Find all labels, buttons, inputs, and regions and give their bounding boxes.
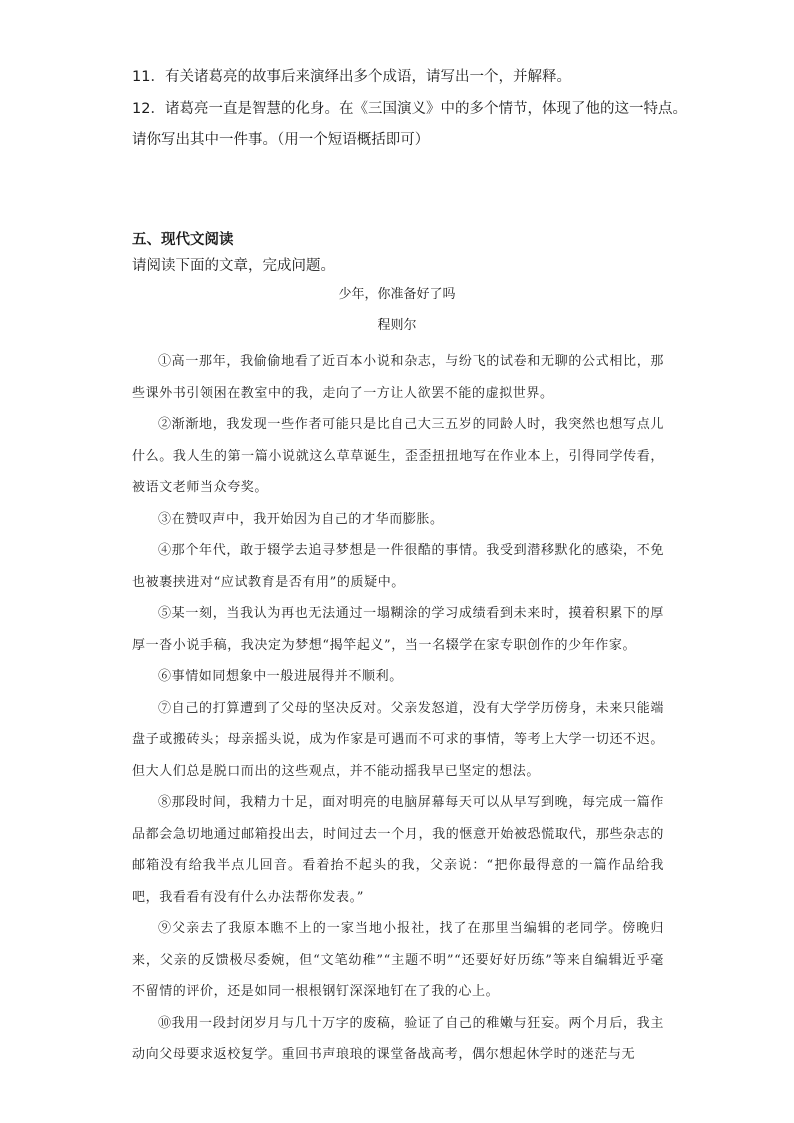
paragraph-9: ⑨父亲去了我原本瞧不上的一家当地小报社，找了在那里当编辑的老同学。傍晚归来，父亲的反馈极尽委婉，但“文笔幼稚”“主题不明”“还要好好历练”等来自编辑近乎毫不留情的评价，还是如同一根根钢钉深深地钉在了我的心上。 xyxy=(132,921,664,999)
paragraph-1: ①高一那年，我偷偷地看了近百本小说和杂志，与纷飞的试卷和无聊的公式相比，那些课外书引领困在教室中的我，走向了一方让人欲罢不能的虚拟世界。 xyxy=(132,354,664,401)
article-title: 少年，你准备好了吗 xyxy=(338,287,456,302)
paragraph-5: ⑤某一刻，当我认为再也无法通过一塌糊涂的学习成绩看到未来时，摸着积累下的厚厚一沓小说手稿，我决定为梦想“揭竿起义”，当一名辍学在家专职创作的少年作家。 xyxy=(132,606,664,653)
section-title: 五、现代文阅读 xyxy=(132,232,234,248)
question-11: 11．有关诸葛亮的故事后来演绎出多个成语，请写出一个，并解释。 xyxy=(132,69,571,85)
paragraph-7: ⑦自己的打算遭到了父母的坚决反对。父亲发怒道，没有大学学历傍身，未来只能端盘子或搬砖头；母亲摇头说，成为作家是可遇而不可求的事情，等考上大学一切还不迟。但大人们总是脱口而出的这些观点，并不能动摇我早已坚定的想法。 xyxy=(132,700,664,779)
question-12-continued: 请你写出其中一件事。（用一个短语概括即可） xyxy=(132,132,430,148)
article-body xyxy=(132,346,664,1071)
section-instruction: 请阅读下面的文章，完成问题。 xyxy=(132,258,335,274)
paragraph-4: ④那个年代，敢于辍学去追寻梦想是一件很酷的事情。我受到潜移默化的感染，不免也被裹挟进对“应试教育是否有用”的质疑中。 xyxy=(132,543,664,590)
paragraph-10: ⑩我用一段封闭岁月与几十万字的废稿，验证了自己的稚嫩与狂妄。两个月后，我主动向父母要求返校复学。重回书声琅琅的课堂备战高考，偶尔想起休学时的迷茫与无 xyxy=(132,1015,664,1062)
article-author: 程则尔 xyxy=(377,318,417,333)
paragraph-6: ⑥事情如同想象中一般进展得并不顺利。 xyxy=(158,669,403,684)
question-12: 12．诸葛亮一直是智慧的化身。在《三国演义》中的多个情节，体现了他的这一特点。 xyxy=(132,101,687,117)
paragraph-3: ③在赞叹声中，我开始因为自己的才华而膨胀。 xyxy=(158,511,444,527)
paragraph-8: ⑧那段时间，我精力十足，面对明亮的电脑屏幕每天可以从早写到晚，每完成一篇作品都会急切地通过邮箱投出去，时间过去一个月，我的惬意开始被恐慌取代，那些杂志的邮箱没有给我半点儿回音。看着抬不起头的我，父亲说：“把你最得意的一篇作品给我吧，我看看有没有什么办法帮你发表。” xyxy=(132,795,664,905)
paragraph-2: ②渐渐地，我发现一些作者可能只是比自己大三五岁的同龄人时，我突然也想写点儿什么。我人生的第一篇小说就这么草草诞生，歪歪扭扭地写在作业本上，引得同学传看，被语文老师当众夸奖。 xyxy=(132,417,664,495)
